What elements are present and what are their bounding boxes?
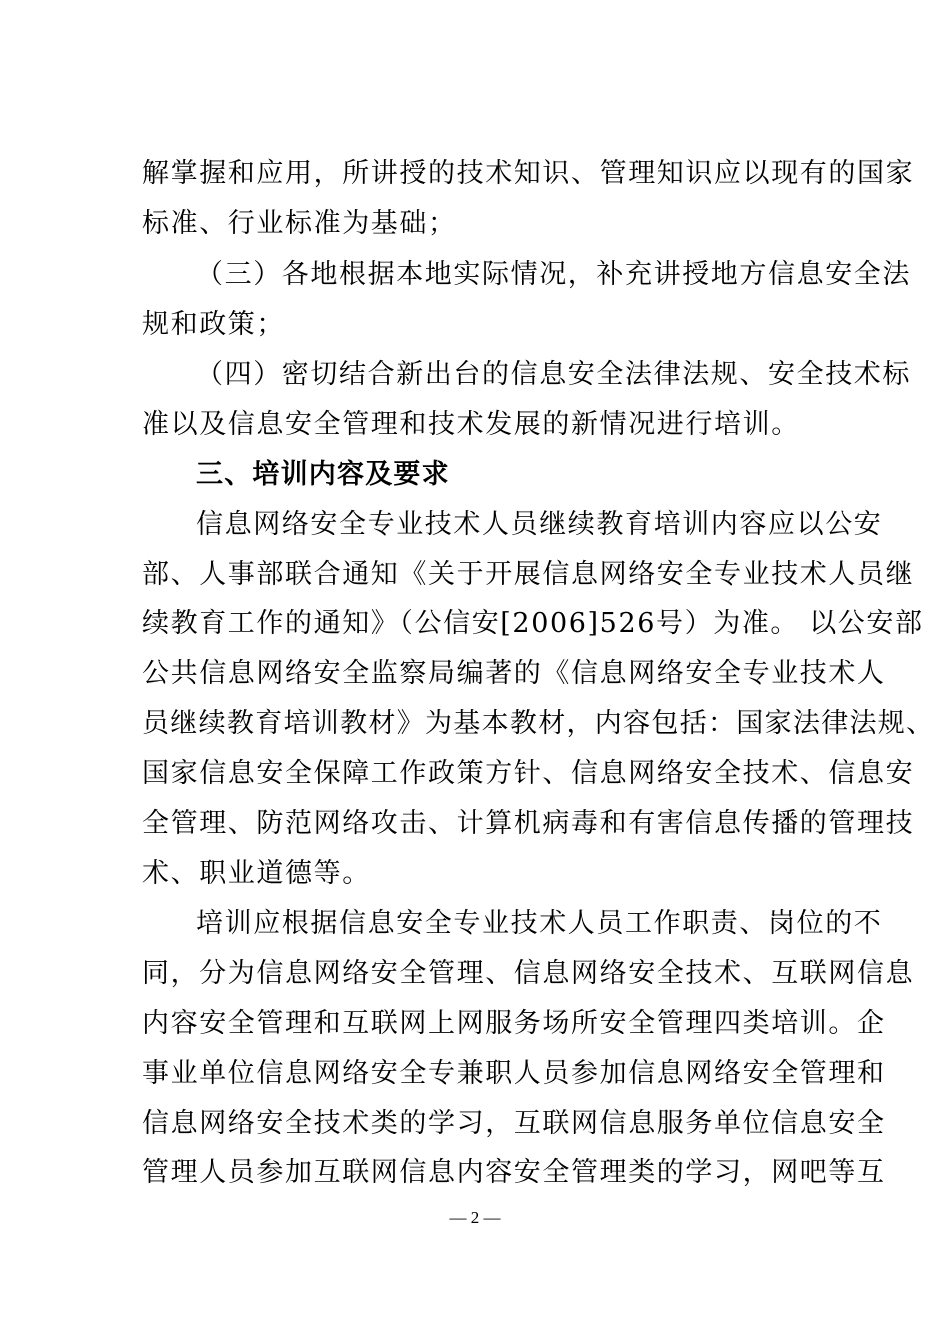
body-text-line: 续教育工作的通知》（公信安[2006]526号）为准。 以公安部 [142,608,924,639]
body-text-line: 同，分为信息网络安全管理、信息网络安全技术、互联网信息 [142,958,915,989]
body-text-line: 信息网络安全专业技术人员继续教育培训内容应以公安 [196,509,883,540]
body-text-line: 术、职业道德等。 [142,858,371,889]
body-text-line: 规和政策； [142,309,285,340]
body-text-line: （四）密切结合新出台的信息安全法律法规、安全技术标 [196,359,911,390]
body-text-line: 解掌握和应用，所讲授的技术知识、管理知识应以现有的国家 [142,158,915,189]
page-number: — 2 — [449,1208,501,1227]
body-text-line: 信息网络安全技术类的学习，互联网信息服务单位信息安全 [142,1108,886,1139]
body-text-line: 事业单位信息网络安全专兼职人员参加信息网络安全管理和 [142,1058,886,1089]
body-text-line: 管理人员参加互联网信息内容安全管理类的学习，网吧等互 [142,1157,886,1188]
body-text-line: 标准、行业标准为基础； [142,208,457,239]
body-text-line: 培训应根据信息安全专业技术人员工作职责、岗位的不 [196,908,883,939]
body-text-line: 公共信息网络安全监察局编著的《信息网络安全专业技术人 [142,658,886,689]
body-text-line: 全管理、防范网络攻击、计算机病毒和有害信息传播的管理技 [142,808,915,839]
body-text-line: 准以及信息安全管理和技术发展的新情况进行培训。 [142,409,800,440]
body-text-line: 部、人事部联合通知《关于开展信息网络安全专业技术人员继 [142,559,915,590]
body-text-line: 内容安全管理和互联网上网服务场所安全管理四类培训。企 [142,1008,886,1039]
body-text-line: 国家信息安全保障工作政策方针、信息网络安全技术、信息安 [142,758,915,789]
body-text-line: 员继续教育培训教材》为基本教材，内容包括：国家法律法规、 [142,708,935,739]
section-heading: 三、培训内容及要求 [196,459,450,490]
body-text-line: （三）各地根据本地实际情况，补充讲授地方信息安全法 [196,259,911,290]
